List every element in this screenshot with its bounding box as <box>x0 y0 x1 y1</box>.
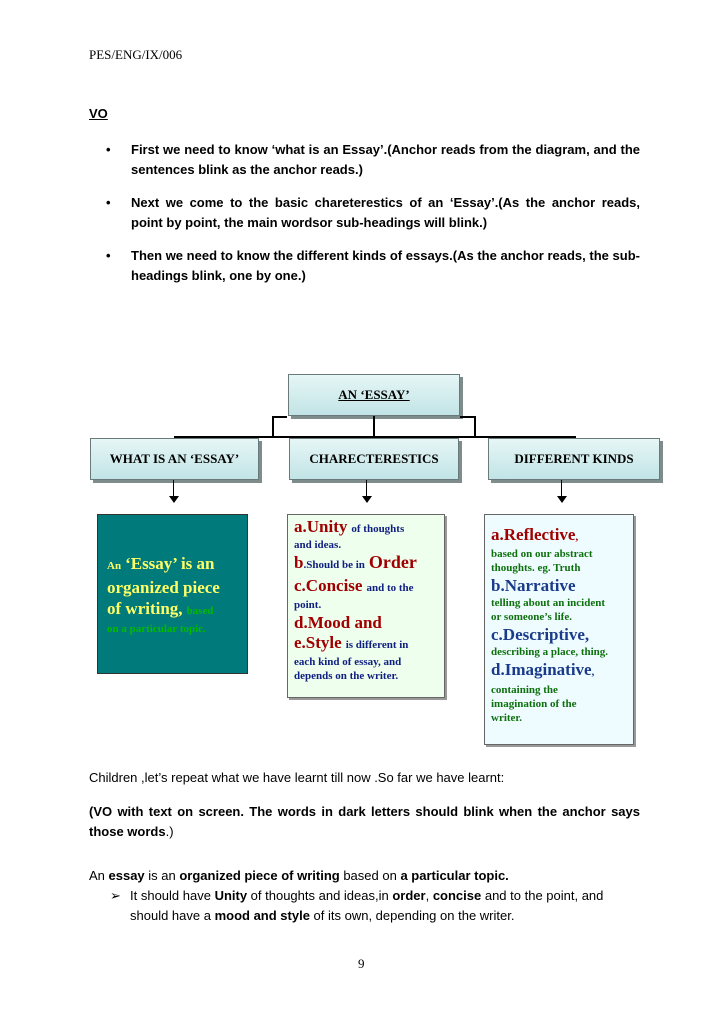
connector-line <box>474 416 476 438</box>
point-bold: order <box>392 888 426 903</box>
vo-note <box>89 802 640 842</box>
kind-text: , <box>591 666 595 678</box>
branch-box-characteristics <box>289 438 459 480</box>
kind-text: containing the <box>491 684 558 696</box>
characteristic-text: and to the <box>366 582 414 594</box>
connector-line <box>373 416 375 438</box>
bullet-item <box>106 193 640 233</box>
conclusion-text: is an <box>144 868 180 883</box>
bullet-item <box>106 246 640 286</box>
definition-text: organized piece <box>107 578 220 597</box>
vo-note-text: (VO with text on screen. The words in dark letters should blink when the anchor says those words <box>89 804 640 839</box>
characteristic-text: .Should be in <box>303 559 365 571</box>
definition-text: based <box>186 605 214 617</box>
kind-text: imagination of the <box>491 698 577 710</box>
point-text: It should have <box>130 888 215 903</box>
kind-text: writer. <box>491 712 523 724</box>
kind-text: based on our abstract <box>491 548 593 560</box>
connector-line <box>272 416 274 438</box>
kind-text: or someone’s life. <box>491 611 572 623</box>
bullet-list <box>106 140 640 299</box>
point-text: of thoughts and ideas,in <box>247 888 393 903</box>
branch-box-kinds <box>488 438 660 480</box>
bullet-icon: • <box>106 142 111 157</box>
conclusion-bold: essay <box>108 868 145 883</box>
conclusion-text: An <box>89 868 109 883</box>
point-bold: mood and style <box>214 908 310 923</box>
point-text: of its own, depending on the writer. <box>309 908 515 923</box>
page-number: 9 <box>358 956 365 971</box>
vo-heading: VO <box>89 106 108 121</box>
conclusion-bold: organized piece of writing <box>179 868 340 883</box>
kind-text: , <box>575 531 579 543</box>
definition-text: An <box>107 560 122 572</box>
arrow-down-icon <box>169 496 179 503</box>
kind-heading: a.Reflective <box>491 525 576 544</box>
bullet-text: First we need to know ‘what is an Essay’.(Anchor reads from the diagram, and the sentences blink as the anchor reads.) <box>131 142 640 177</box>
characteristic-text: and ideas. <box>294 539 342 551</box>
characteristic-text: is different in <box>345 639 409 651</box>
root-label: AN ‘ESSAY’ <box>338 387 410 402</box>
arrow-down-icon <box>557 496 567 503</box>
vo-note-text: .) <box>165 824 174 839</box>
branch-label: CHARECTERESTICS <box>309 451 439 466</box>
arrow-line <box>561 480 562 497</box>
definition-text: ‘Essay’ is an <box>125 554 215 573</box>
kind-heading: b.Narrative <box>491 576 576 595</box>
kinds-box <box>484 514 634 745</box>
characteristic-heading: a.Unity <box>294 517 348 536</box>
kind-text: describing a place, thing. <box>491 646 609 658</box>
kind-text: thoughts. eg. Truth <box>491 562 581 574</box>
bullet-item <box>106 140 640 180</box>
summary-line: Children ,let’s repeat what we have learnt till now .So far we have learnt: <box>89 770 505 785</box>
characteristic-heading: d.Mood and <box>294 613 382 632</box>
characteristic-text: depends on the writer. <box>294 670 399 682</box>
conclusion-text: based on <box>339 868 401 883</box>
document-code: PES/ENG/IX/006 <box>89 47 183 62</box>
arrow-down-icon <box>362 496 372 503</box>
characteristic-text: of thoughts <box>351 523 405 535</box>
point-bold: Unity <box>214 888 248 903</box>
conclusion-bold: a particular topic. <box>400 868 509 883</box>
kind-heading: d.Imaginative <box>491 660 592 679</box>
connector-line <box>272 416 287 418</box>
characteristic-heading: Order <box>368 552 417 572</box>
conclusion-line <box>89 868 509 883</box>
kind-heading: c.Descriptive, <box>491 625 590 644</box>
bullet-icon: • <box>106 195 111 210</box>
characteristic-heading: e.Style <box>294 633 342 652</box>
summary-point <box>110 886 640 926</box>
point-text: and to the point, and should have a <box>130 888 604 923</box>
definition-text: on a particular topic. <box>107 623 206 635</box>
bullet-text: Next we come to the basic chareterestics of an ‘Essay’.(As the anchor reads, point by point, the main wordsor sub-headings will blink.) <box>131 195 640 230</box>
bullet-icon: • <box>106 248 111 263</box>
bullet-text: Then we need to know the different kinds of essays.(As the anchor reads, the sub-headings blink, one by one.) <box>131 248 640 283</box>
characteristics-box <box>287 514 445 698</box>
point-text: , <box>425 888 433 903</box>
point-bold: concise <box>432 888 482 903</box>
connector-line <box>460 416 476 418</box>
characteristic-text: each kind of essay, and <box>294 656 402 668</box>
characteristic-text: point. <box>294 599 322 611</box>
arrow-bullet-icon: ➢ <box>110 888 121 903</box>
root-box <box>288 374 460 416</box>
definition-text: of writing, <box>107 599 183 618</box>
characteristic-heading: b <box>294 553 304 572</box>
branch-label: WHAT IS AN ‘ESSAY’ <box>109 451 240 466</box>
arrow-line <box>173 480 174 497</box>
branch-label: DIFFERENT KINDS <box>514 451 634 466</box>
characteristic-heading: c.Concise <box>294 576 363 595</box>
kind-text: telling about an incident <box>491 597 605 609</box>
arrow-line <box>366 480 367 497</box>
branch-box-what-is <box>90 438 259 480</box>
definition-box <box>97 514 248 674</box>
